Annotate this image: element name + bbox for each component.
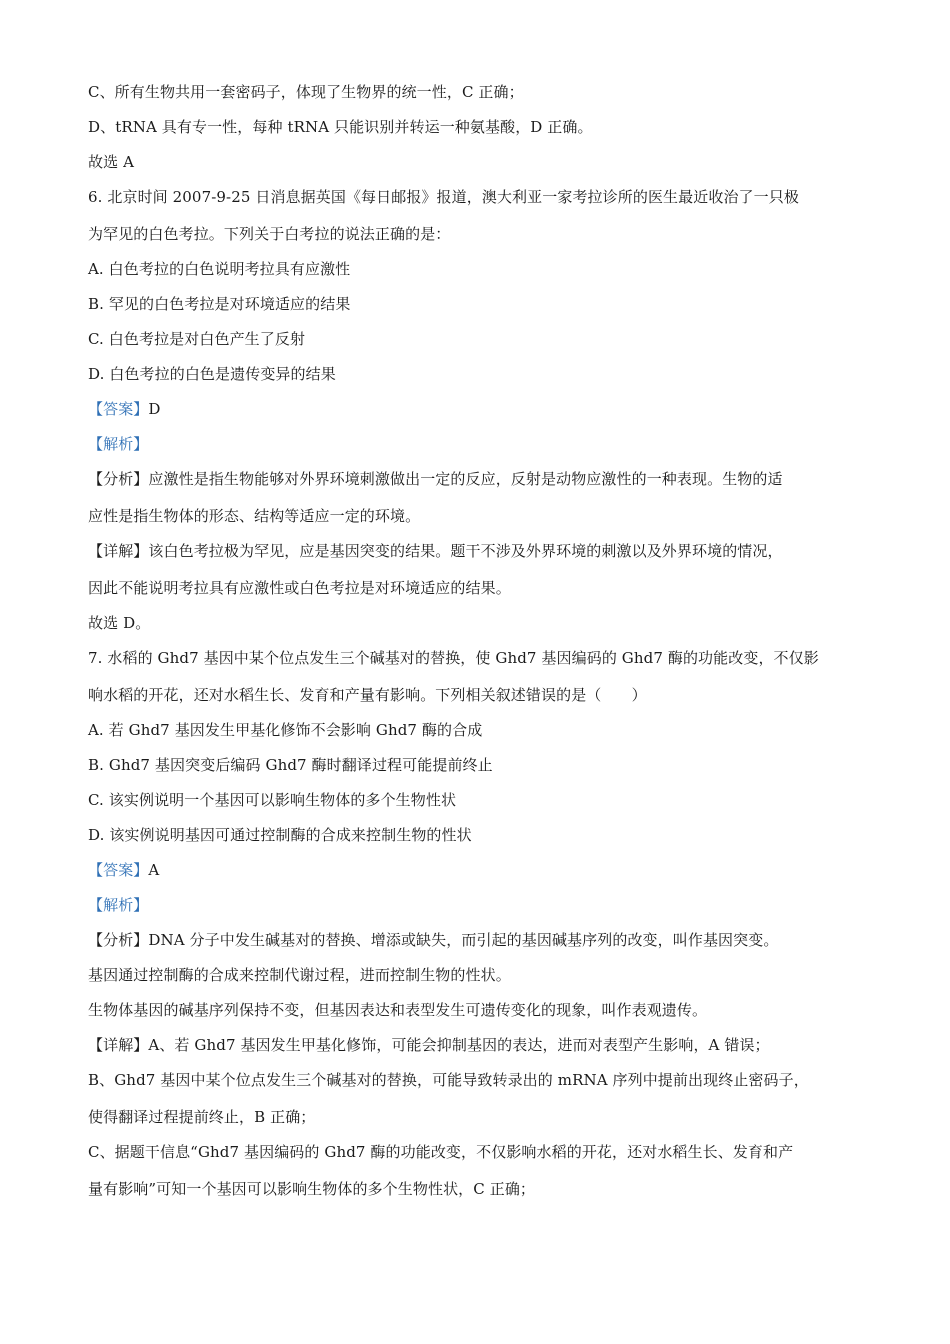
detail-text: C、据题干信息“Ghd7 基因编码的 Ghd7 酶的功能改变，不仅影响水稻的开花，还对水稻生长、发育和产 bbox=[88, 1143, 794, 1161]
detail-text: 【详解】该白色考拉极为罕见，应是基因突变的结果。题干不涉及外界环境的刺激以及外界环境的情况， bbox=[88, 542, 783, 560]
option-d: D. 该实例说明基因可通过控制酶的合成来控制生物的性状 bbox=[88, 826, 472, 844]
answer-line: 【答案】D bbox=[88, 400, 161, 418]
answer-line: 【答案】A bbox=[88, 861, 160, 879]
analysis-text: 【分析】应激性是指生物能够对外界环境刺激做出一定的反应，反射是动物应激性的一种表现。生物的适 bbox=[88, 470, 783, 488]
question-7-stem: 7. 水稻的 Ghd7 基因中某个位点发生三个碱基对的替换，使 Ghd7 基因编码的 Ghd7 酶的功能改变，不仅影 bbox=[88, 649, 819, 667]
analysis-text: 应性是指生物体的形态、结构等适应一定的环境。 bbox=[88, 507, 421, 525]
text-line: 故选 D。 bbox=[88, 614, 151, 632]
option-d: D. 白色考拉的白色是遗传变异的结果 bbox=[88, 365, 336, 383]
detail-text: 【详解】A、若 Ghd7 基因发生甲基化修饰，可能会抑制基因的表达，进而对表型产生影响，A 错误； bbox=[88, 1036, 770, 1054]
text-line: C、所有生物共用一套密码子，体现了生物界的统一性，C 正确； bbox=[88, 83, 524, 101]
option-b: B. 罕见的白色考拉是对环境适应的结果 bbox=[88, 295, 351, 313]
question-6-stem: 为罕见的白色考拉。下列关于白考拉的说法正确的是： bbox=[88, 225, 451, 243]
analysis-heading bbox=[88, 895, 148, 915]
detail-text: 使得翻译过程提前终止，B 正确； bbox=[88, 1108, 316, 1126]
analysis-tag: 【解析】 bbox=[88, 435, 149, 453]
analysis-text: 基因通过控制酶的合成来控制代谢过程，进而控制生物的性状。 bbox=[88, 966, 511, 984]
option-a: A. 若 Ghd7 基因发生甲基化修饰不会影响 Ghd7 酶的合成 bbox=[88, 721, 483, 739]
analysis-heading bbox=[88, 434, 148, 454]
detail-text: 量有影响”可知一个基因可以影响生物体的多个生物性状，C 正确； bbox=[88, 1180, 536, 1198]
detail-text: 因此不能说明考拉具有应激性或白色考拉是对环境适应的结果。 bbox=[88, 579, 511, 597]
text-line: D、tRNA 具有专一性，每种 tRNA 只能识别并转运一种氨基酸，D 正确。 bbox=[88, 118, 593, 136]
option-c: C. 白色考拉是对白色产生了反射 bbox=[88, 330, 306, 348]
option-c: C. 该实例说明一个基因可以影响生物体的多个生物性状 bbox=[88, 791, 457, 809]
analysis-text: 生物体基因的碱基序列保持不变，但基因表达和表型发生可遗传变化的现象，叫作表观遗传。 bbox=[88, 1001, 708, 1019]
option-a: A. 白色考拉的白色说明考拉具有应激性 bbox=[88, 260, 351, 278]
question-7-stem: 响水稻的开花，还对水稻生长、发育和产量有影响。下列相关叙述错误的是（ ） bbox=[88, 686, 647, 704]
option-b: B. Ghd7 基因突变后编码 Ghd7 酶时翻译过程可能提前终止 bbox=[88, 756, 493, 774]
answer-tag: 【答案】 bbox=[88, 400, 149, 418]
text-line: 故选 A bbox=[88, 153, 135, 171]
question-6-stem: 6. 北京时间 2007-9-25 日消息据英国《每日邮报》报道，澳大利亚一家考拉诊所的医生最近收治了一只极 bbox=[88, 188, 799, 206]
analysis-tag: 【解析】 bbox=[88, 896, 149, 914]
answer-tag: 【答案】 bbox=[88, 861, 149, 879]
analysis-text: 【分析】DNA 分子中发生碱基对的替换、增添或缺失，而引起的基因碱基序列的改变，叫作基因突变。 bbox=[88, 931, 779, 949]
detail-text: B、Ghd7 基因中某个位点发生三个碱基对的替换，可能导致转录出的 mRNA 序列中提前出现终止密码子， bbox=[88, 1071, 809, 1089]
